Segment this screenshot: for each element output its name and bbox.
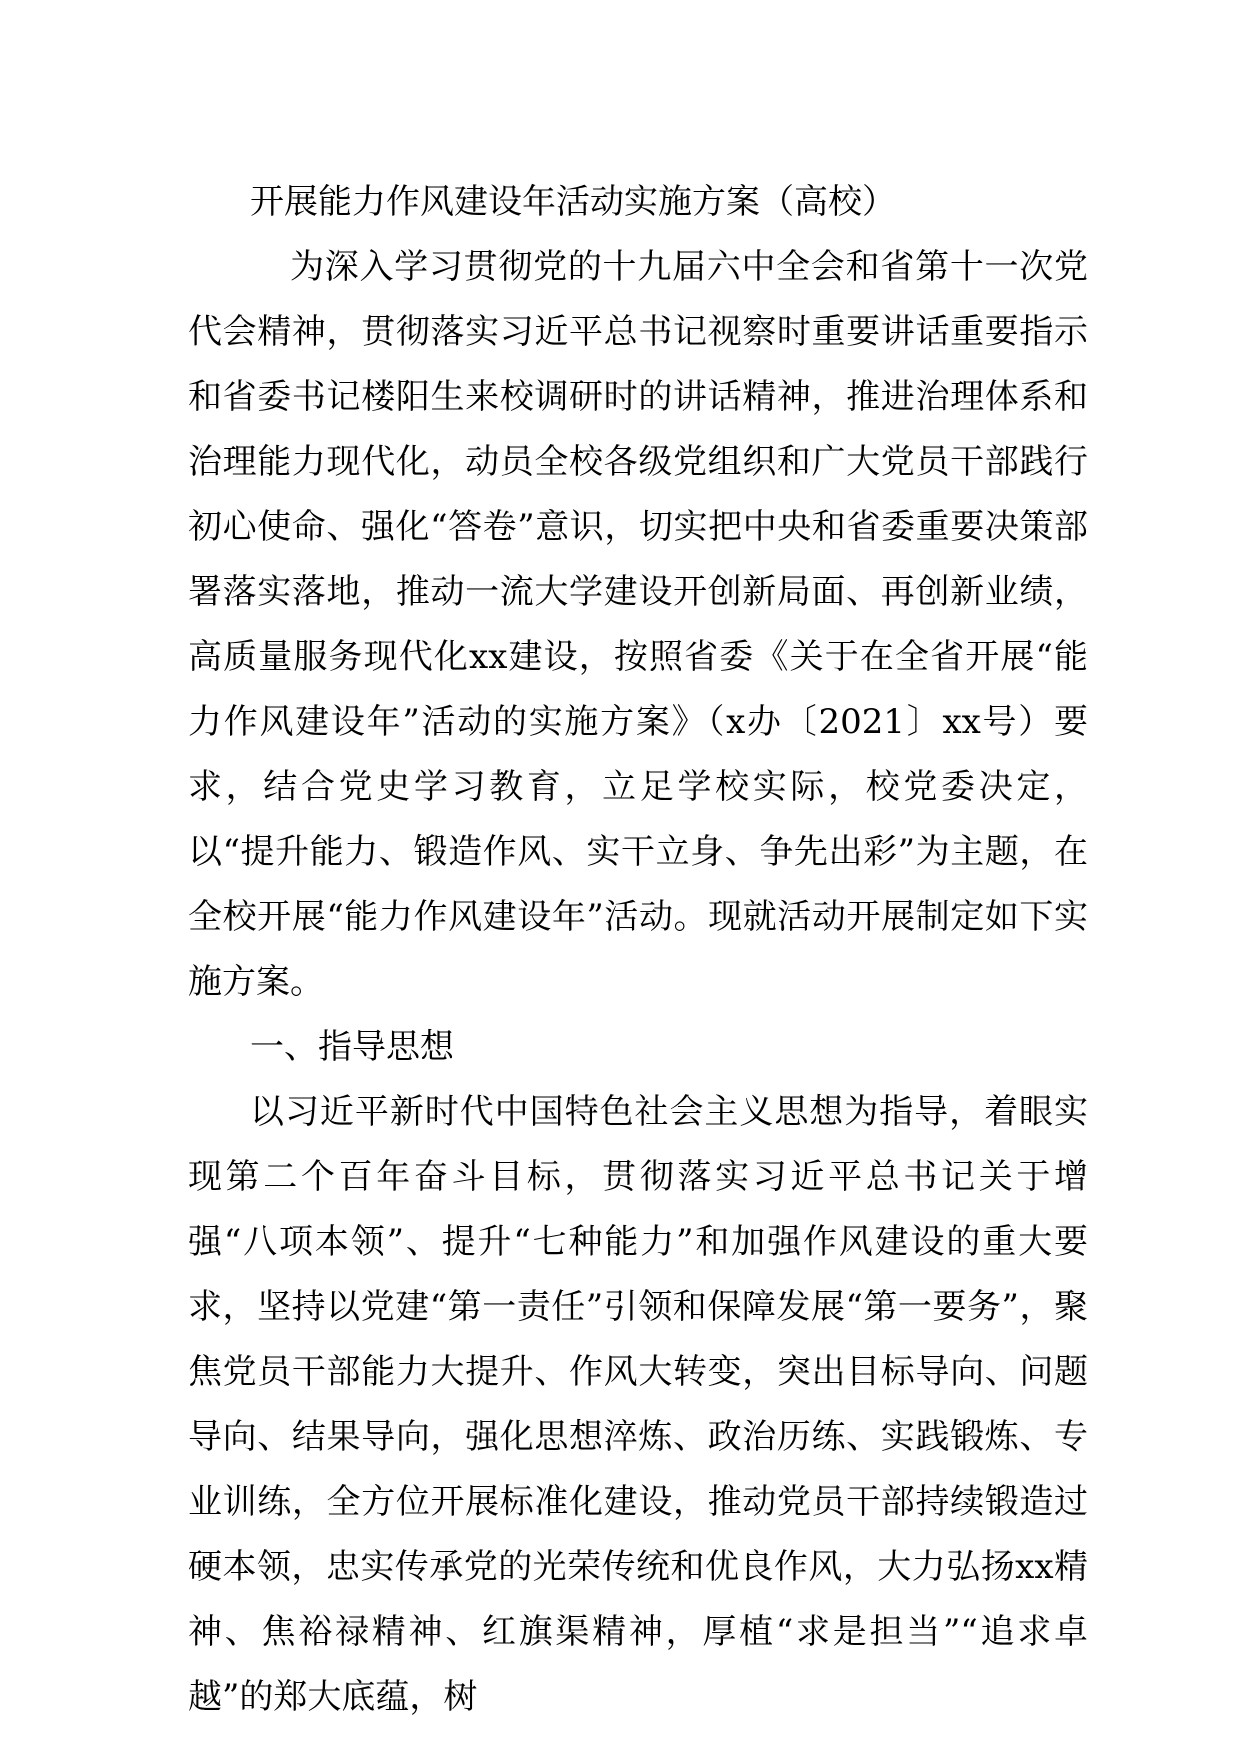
section-body-guiding-ideology: 以习近平新时代中国特色社会主义思想为指导，着眼实现第二个百年奋斗目标，贯彻落实习近平总书记关于增强“八项本领”、提升“七种能力”和加强作风建设的重大要求，坚持以党建“第一责任”引领和保障发展“第一要务”，聚焦党员干部能力大提升、作风大转变，突出目标导向、问题导向、结果导向，强化思想淬炼、政治历练、实践锻炼、专业训练，全方位开展标准化建设，推动党员干部持续锻造过硬本领，忠实传承党的光荣传统和优良作风，大力弘扬xx精神、焦裕禄精神、红旗渠精神，厚植“求是担当”“追求卓越”的郑大底蕴，树 xyxy=(188,1092,1088,1717)
section-heading-guiding-ideology: 一、指导思想 xyxy=(250,1027,454,1067)
document-title: 开展能力作风建设年活动实施方案（高校） xyxy=(250,182,896,222)
intro-paragraph: 为深入学习贯彻党的十九届六中全会和省第十一次党代会精神，贯彻落实习近平总书记视察时重要讲话重要指示和省委书记楼阳生来校调研时的讲话精神，推进治理体系和治理能力现代化，动员全校各级党组织和广大党员干部践行初心使命、强化“答卷”意识，切实把中央和省委重要决策部署落实落地，推动一流大学建设开创新局面、再创新业绩，高质量服务现代化xx建设，按照省委《关于在全省开展“能力作风建设年”活动的实施方案》（x办〔2021〕xx号）要求，结合党史学习教育，立足学校实际，校党委决定，以“提升能力、锻造作风、实干立身、争先出彩”为主题，在全校开展“能力作风建设年”活动。现就活动开展制定如下实施方案。 xyxy=(188,247,1088,1002)
document-content xyxy=(188,170,1088,1730)
